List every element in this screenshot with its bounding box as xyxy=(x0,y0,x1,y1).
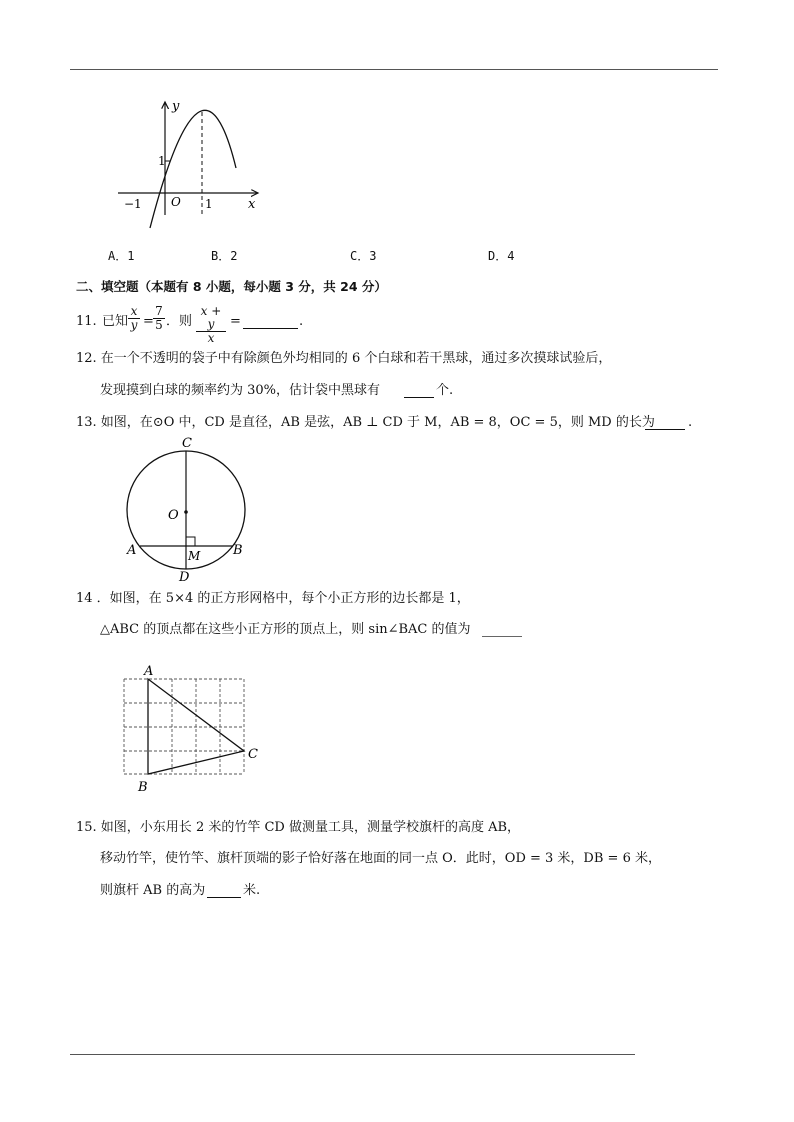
right-angle-mark xyxy=(186,537,195,546)
q14-line2: △ABC 的顶点都在这些小正方形的顶点上，则 sin∠BAC 的值为 xyxy=(100,622,471,637)
fig13-label-m: M xyxy=(188,549,201,563)
q12-answer-blank[interactable] xyxy=(404,384,434,398)
q11-frac1-den: y xyxy=(130,318,138,332)
graph-tick-one-x: 1 xyxy=(205,197,213,211)
header-rule xyxy=(70,69,718,70)
q12-line1: 12. 在一个不透明的袋子中有除颜色外均相同的 6 个白球和若干黑球，通过多次摸球试验后， xyxy=(76,351,612,366)
q11-num: 11. xyxy=(76,314,97,329)
q11-eq2: = xyxy=(230,314,241,329)
q11-frac-x-over-y xyxy=(128,305,140,332)
footer-rule xyxy=(70,1054,635,1055)
q11-frac3-den: x xyxy=(207,331,215,345)
q11-mid: ．则 xyxy=(166,314,193,329)
q13-end: . xyxy=(688,415,693,430)
option-c: C．3 xyxy=(350,249,377,263)
center-dot xyxy=(184,510,188,514)
q13-text: 13. 如图，在⊙O 中，CD 是直径，AB 是弦，AB ⊥ CD 于 M，AB = 8，OC = 5，则 MD 的长为 xyxy=(76,415,655,430)
q11-frac2-den: 5 xyxy=(155,318,163,332)
option-b: B．2 xyxy=(211,249,238,263)
q11-frac1-num: x xyxy=(128,305,140,319)
q12-line2b: 个. xyxy=(436,383,454,398)
q11-frac-7-over-5 xyxy=(153,305,165,332)
q15-line3b: 米. xyxy=(243,883,261,898)
q11-frac2-num: 7 xyxy=(153,305,165,319)
fig13-label-d: D xyxy=(179,570,190,585)
q13-answer-blank[interactable] xyxy=(645,416,685,430)
graph-y-label: y xyxy=(172,99,180,114)
q11-frac-xy-over-x xyxy=(196,305,226,345)
section-title: 二、填空题（本题有 8 小题，每小题 3 分，共 24 分） xyxy=(76,279,387,294)
q15-line2: 移动竹竿，使竹竿、旗杆顶端的影子恰好落在地面的同一点 O．此时，OD = 3 米，DB = 6 米， xyxy=(100,851,661,866)
q15-line3a: 则旗杆 AB 的高为 xyxy=(100,883,206,898)
q11-eq: = xyxy=(143,314,154,329)
q11-prefix: 已知 xyxy=(102,314,129,329)
option-d: D．4 xyxy=(488,249,515,263)
q11-frac3-num: x + y xyxy=(196,305,226,332)
q11-end: . xyxy=(299,314,304,329)
q12-line2a: 发现摸到白球的频率约为 30%，估计袋中黑球有 xyxy=(100,383,381,398)
graph-tick-one-y: 1 xyxy=(158,154,166,168)
graph-tick-minus-one: −1 xyxy=(124,197,142,211)
q11-answer-blank[interactable] xyxy=(243,315,298,329)
graph-x-label: x xyxy=(248,197,256,212)
fig14-label-a: A xyxy=(144,664,154,679)
triangle-abc xyxy=(148,679,244,774)
option-a: A．1 xyxy=(108,249,135,263)
graph-origin: O xyxy=(171,195,181,209)
fig14-label-b: B xyxy=(138,780,148,795)
fig13-label-c: C xyxy=(182,436,192,451)
q15-line1: 15. 如图，小东用长 2 米的竹竿 CD 做测量工具，测量学校旗杆的高度 AB， xyxy=(76,820,521,835)
fig13-label-o: O xyxy=(168,508,179,523)
q14-line1: 14 ．如图，在 5×4 的正方形网格中，每个小正方形的边长都是 1， xyxy=(76,591,470,606)
fig14-label-c: C xyxy=(248,747,258,762)
fig13-label-b: B xyxy=(233,543,243,558)
q15-answer-blank[interactable] xyxy=(207,884,241,898)
fig13-label-a: A xyxy=(127,543,137,558)
dashed-grid xyxy=(124,679,244,774)
circle-o xyxy=(127,451,245,569)
q14-answer-blank[interactable] xyxy=(482,623,522,637)
parabola-curve xyxy=(150,110,236,228)
